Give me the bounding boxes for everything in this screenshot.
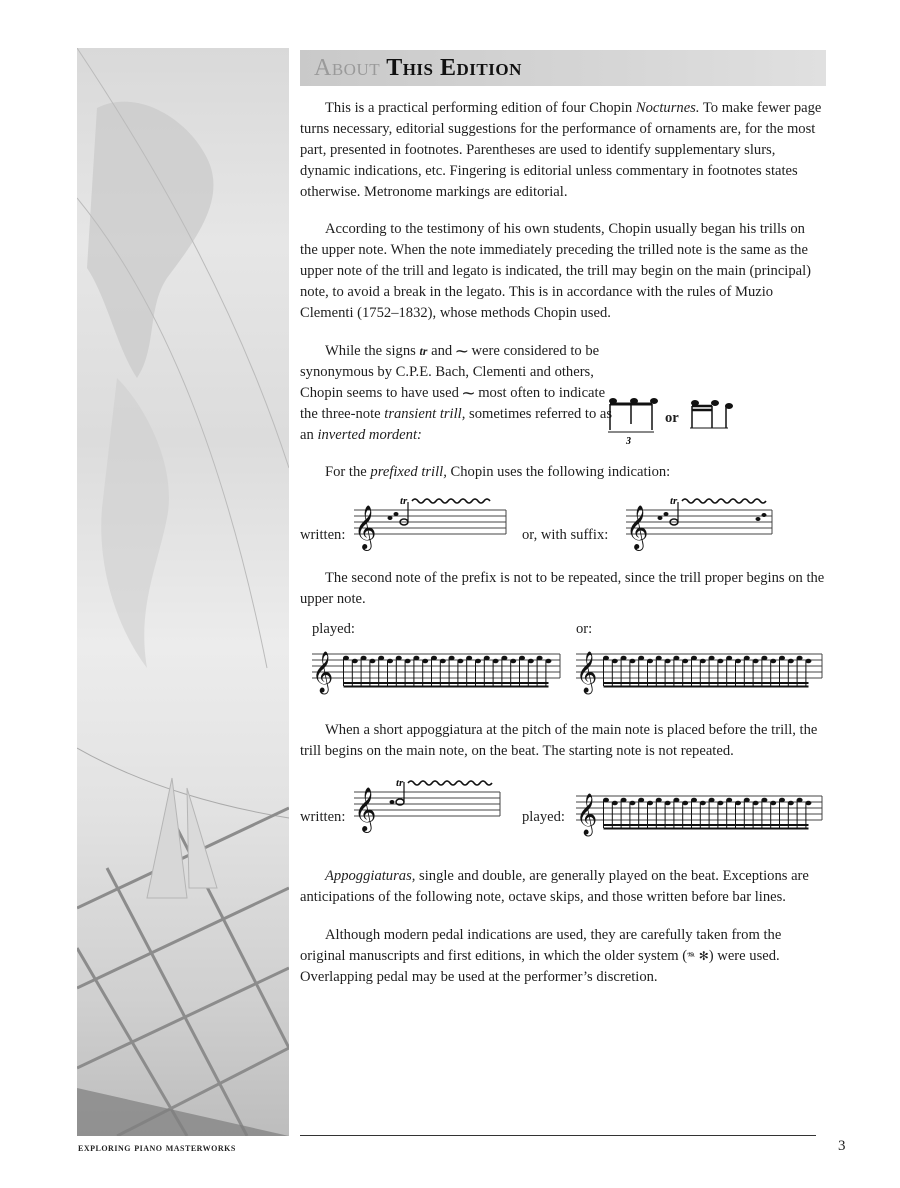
inverted-mordent-example xyxy=(688,400,738,436)
svg-text:𝄞: 𝄞 xyxy=(626,505,649,549)
italic-run: Appoggiaturas, xyxy=(325,868,416,884)
trill-sign-tr: tr xyxy=(419,344,428,358)
beam xyxy=(604,682,809,684)
text-run: Chopin uses the following indication: xyxy=(446,464,671,480)
map-illustration xyxy=(77,48,289,1136)
text-run: For the xyxy=(325,464,371,480)
paragraph-appoggiatura-trill: When a short appoggiatura at the pitch of the main note is placed before the trill, the trill begins on the main note, on the beat. The starting note is not repeated. xyxy=(300,722,818,759)
italic-run: transient trill, xyxy=(384,406,466,422)
or-with-suffix-caption: or, with suffix: xyxy=(522,527,609,543)
beam xyxy=(604,824,809,826)
or-caption: or xyxy=(665,410,679,426)
text-run: While the signs xyxy=(325,343,420,359)
text-run: were considered to be synonymous by C.P.E. Bach, Clementi and others, Chopin seems to have used xyxy=(300,343,600,401)
beam xyxy=(344,682,549,684)
or-caption: or: xyxy=(576,621,593,637)
text-run: To make fewer page turns necessary, editorial suggestions for the performance of ornaments are, for the most part, presented in footnotes. Parentheses are used to identify supplementary slurs, dynamic indications, etc. Fingering is editorial unless commentary in footnotes states otherwise. Metronome markings are editorial. xyxy=(300,100,822,200)
svg-text:𝄞: 𝄞 xyxy=(312,652,334,693)
text-run: sometimes referred to as an xyxy=(300,406,613,443)
text-run: most often to indicate the three-note xyxy=(300,385,606,422)
svg-text:𝄞: 𝄞 xyxy=(576,794,598,835)
decorative-map-strip xyxy=(77,48,289,1136)
svg-text:𝄞: 𝄞 xyxy=(354,787,377,831)
svg-text:𝄞: 𝄞 xyxy=(576,652,598,693)
paragraph-prefixed-trill xyxy=(300,462,825,483)
paragraph-edition-intro xyxy=(300,98,825,203)
appoggiatura-played-staff xyxy=(576,784,824,840)
pedal-symbols: 𝆮 ✻ xyxy=(687,949,709,963)
beam xyxy=(344,686,549,688)
text-run: Although modern pedal indications are used, they are carefully taken from the original manuscripts and first editions, in which the older system ( xyxy=(300,927,782,964)
paragraph-prefix-note: The second note of the prefix is not to be repeated, since the trill proper begins on the upper note. xyxy=(300,570,825,607)
appoggiatura-trill-staff xyxy=(352,776,504,836)
alternate-realization-staff xyxy=(576,642,824,698)
footer-series-title: exploring piano masterworks xyxy=(78,1142,236,1154)
beam xyxy=(604,686,809,688)
footer-rule xyxy=(300,1135,816,1136)
written-caption: written: xyxy=(300,809,346,825)
text-run: This is a practical performing edition of four Chopin xyxy=(325,100,636,116)
played-realization-staff xyxy=(312,642,562,698)
played-caption: played: xyxy=(312,621,355,637)
page-title xyxy=(314,55,522,82)
title-light-word: About xyxy=(314,55,381,81)
tr-mark: tr xyxy=(396,777,404,789)
text-run: and xyxy=(427,343,456,359)
title-dark-words: This Edition xyxy=(386,55,522,81)
mordent-sign: ⁓ xyxy=(462,386,475,400)
italic-run: Nocturnes. xyxy=(635,100,700,116)
italic-run: prefixed trill, xyxy=(370,464,447,480)
page-number: 3 xyxy=(838,1138,846,1154)
italic-run: inverted mordent: xyxy=(317,427,422,443)
tr-mark: tr xyxy=(670,495,678,507)
prefixed-trill-staff xyxy=(352,494,510,554)
paragraph-trills: According to the testimony of his own students, Chopin usually began his trills on the upper note. When the note immediately preceding the trilled note is the same as the upper note of the trill and legato is indicated, the trill may begin on the main (principal) note, to avoid a break in the legato. This is in accordance with the rules of Muzio Clementi (1752–1832), whose methods Chopin used. xyxy=(300,221,812,321)
paragraph-pedal xyxy=(300,925,825,988)
text-run: single and double, are generally played on the beat. Exceptions are anticipations of the following note, octave skips, and those written before bar lines. xyxy=(300,868,809,905)
transient-trill-example xyxy=(604,398,664,446)
mordent-sign: ⁓ xyxy=(455,344,468,358)
text-run: ) were used. Overlapping pedal may be used at the performer’s discretion. xyxy=(300,948,780,985)
played-caption: played: xyxy=(522,809,565,825)
paragraph-appoggiaturas xyxy=(300,866,825,908)
beam xyxy=(604,828,809,830)
prefixed-trill-suffix-staff xyxy=(624,494,776,554)
paragraph-trill-signs xyxy=(300,341,618,446)
svg-text:𝄞: 𝄞 xyxy=(354,505,377,549)
triplet-number: 3 xyxy=(626,436,631,446)
tr-mark: tr xyxy=(400,495,408,507)
written-caption: written: xyxy=(300,527,346,543)
